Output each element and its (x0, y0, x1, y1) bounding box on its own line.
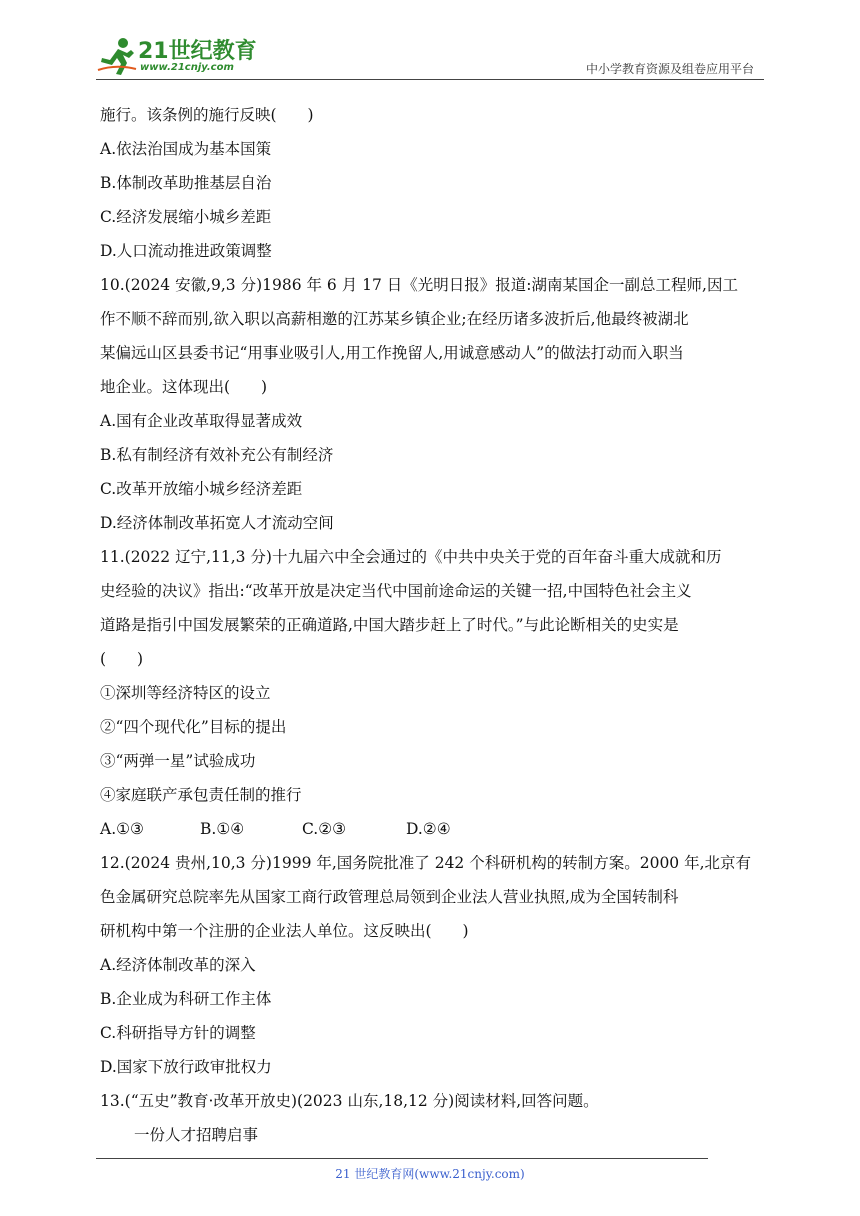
text-line: 施行。该条例的施行反映( ) (100, 106, 314, 124)
question-12-line: 研机构中第一个注册的企业法人单位。这反映出( ) (100, 922, 469, 940)
option-line: A.国有企业改革取得显著成效 (100, 412, 303, 430)
runner-logo-icon (96, 36, 138, 76)
option-line: C.科研指导方针的调整 (100, 1024, 256, 1042)
item-line: ①深圳等经济特区的设立 (100, 684, 271, 702)
platform-name: 中小学教育资源及组卷应用平台 (585, 62, 754, 76)
header-divider (96, 79, 764, 80)
question-10-line: 某偏远山区县委书记“用事业吸引人,用工作挽留人,用诚意感动人”的做法打动而入职当 (100, 344, 684, 362)
option-line: C.经济发展缩小城乡差距 (100, 208, 272, 226)
option-line: A.依法治国成为基本国策 (100, 140, 272, 158)
page-header (96, 34, 764, 80)
question-10-line: 作不顺不辞而别,欲入职以高薪相邀的江苏某乡镇企业;在经历诸多波折后,他最终被湖北 (100, 310, 689, 328)
option-line: B.私有制经济有效补充公有制经济 (100, 446, 334, 464)
site-logo (96, 34, 276, 78)
option-line: C.改革开放缩小城乡经济差距 (100, 480, 303, 498)
option-a: A.①③ (100, 820, 144, 838)
option-line: D.经济体制改革拓宽人才流动空间 (100, 514, 334, 532)
material-title: 一份人才招聘启事 (134, 1126, 259, 1144)
logo-text: 21世纪教育 (138, 39, 257, 64)
footer-divider (96, 1158, 708, 1159)
question-content (100, 98, 764, 1152)
question-10-line: 10.(2024 安徽,9,3 分)1986 年 6 月 17 日《光明日报》报道:湖南某国企一副总工程师,因工 (100, 276, 738, 294)
q11-options (100, 812, 764, 846)
option-c: C.②③ (302, 820, 347, 838)
option-line: D.人口流动推进政策调整 (100, 242, 272, 260)
question-11-line: ( ) (100, 650, 144, 668)
option-d: D.②④ (406, 820, 451, 838)
page-footer: 21 世纪教育网(www.21cnjy.com) (335, 1167, 525, 1181)
question-11-line: 11.(2022 辽宁,11,3 分)十九届六中全会通过的《中共中央关于党的百年奋斗重大成就和历 (100, 548, 722, 566)
question-11-line: 道路是指引中国发展繁荣的正确道路,中国大踏步赶上了时代。”与此论断相关的史实是 (100, 616, 679, 634)
option-line: B.企业成为科研工作主体 (100, 990, 272, 1008)
item-line: ④家庭联产承包责任制的推行 (100, 786, 302, 804)
option-line: A.经济体制改革的深入 (100, 956, 256, 974)
logo-url: www.21cnjy.com (140, 62, 234, 73)
item-line: ③“两弹一星”试验成功 (100, 752, 256, 770)
option-line: B.体制改革助推基层自治 (100, 174, 272, 192)
item-line: ②“四个现代化”目标的提出 (100, 718, 287, 736)
question-12-line: 12.(2024 贵州,10,3 分)1999 年,国务院批准了 242 个科研机构的转制方案。2000 年,北京有 (100, 854, 752, 872)
question-11-line: 史经验的决议》指出:“改革开放是决定当代中国前途命运的关键一招,中国特色社会主义 (100, 582, 692, 600)
option-line: D.国家下放行政审批权力 (100, 1058, 272, 1076)
question-10-line: 地企业。这体现出( ) (100, 378, 268, 396)
option-b: B.①④ (200, 820, 245, 838)
question-12-line: 色金属研究总院率先从国家工商行政管理总局领到企业法人营业执照,成为全国转制科 (100, 888, 679, 906)
question-13-line: 13.(“五史”教育·改革开放史)(2023 山东,18,12 分)阅读材料,回答问题。 (100, 1092, 599, 1110)
